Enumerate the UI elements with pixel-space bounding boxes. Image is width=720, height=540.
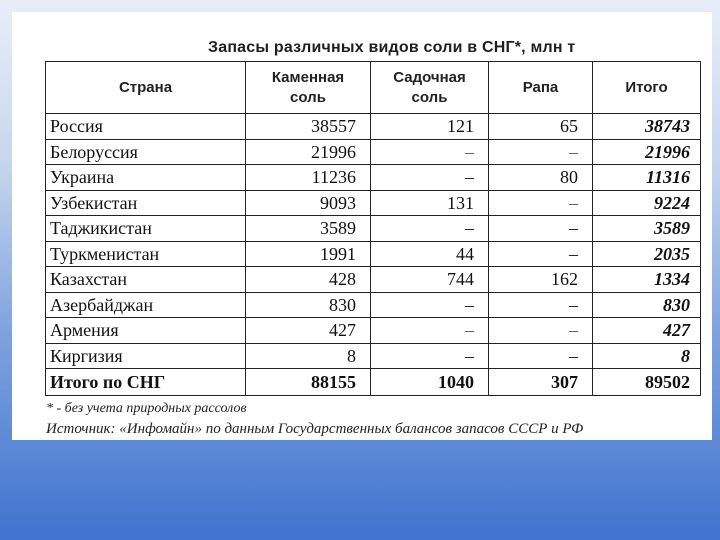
summary-lake: 1040: [371, 369, 489, 396]
header-row: [46, 62, 701, 114]
summary-row: [46, 369, 701, 396]
cell-lake: –: [371, 165, 489, 191]
header-rock-line2: соль: [290, 88, 326, 106]
cell-country: Казахстан: [46, 267, 246, 293]
table-title: Запасы различных видов соли в СНГ*, млн т: [208, 39, 576, 56]
cell-rock: 11236: [246, 165, 371, 191]
slide-panel: [12, 12, 712, 440]
table-row: [46, 216, 701, 242]
cell-total: 3589: [593, 216, 701, 242]
cell-lake: 44: [371, 241, 489, 267]
table-row: [46, 241, 701, 267]
cell-brine: –: [489, 343, 593, 369]
cell-lake: –: [371, 318, 489, 344]
cell-brine: –: [489, 292, 593, 318]
cell-lake: –: [371, 216, 489, 242]
cell-country: Россия: [46, 114, 246, 140]
table-row: [46, 139, 701, 165]
table-row: [46, 114, 701, 140]
cell-rock: 38557: [246, 114, 371, 140]
cell-lake: 131: [371, 190, 489, 216]
header-rock-line1: Каменная: [271, 68, 345, 86]
cell-total: 1334: [593, 267, 701, 293]
header-lake-line1: Садочная: [393, 68, 466, 86]
cell-total: 11316: [593, 165, 701, 191]
cell-total: 427: [593, 318, 701, 344]
cell-lake: –: [371, 343, 489, 369]
source-note: Источник: «Инфомайн» по данным Государственных балансов запасов СССР и РФ: [46, 421, 584, 437]
header-rock-salt: [246, 62, 371, 114]
summary-rock: 88155: [246, 369, 371, 396]
table-row: [46, 165, 701, 191]
cell-country: Украина: [46, 165, 246, 191]
salt-reserves-table: [45, 61, 701, 396]
cell-total: 9224: [593, 190, 701, 216]
header-brine: Рапа: [489, 62, 593, 114]
cell-lake: 121: [371, 114, 489, 140]
summary-label: Итого по СНГ: [46, 369, 246, 396]
cell-country: Туркменистан: [46, 241, 246, 267]
summary-brine: 307: [489, 369, 593, 396]
cell-country: Азербайджан: [46, 292, 246, 318]
cell-rock: 427: [246, 318, 371, 344]
cell-rock: 830: [246, 292, 371, 318]
cell-rock: 3589: [246, 216, 371, 242]
cell-country: Узбекистан: [46, 190, 246, 216]
table-row: [46, 343, 701, 369]
cell-lake: –: [371, 139, 489, 165]
cell-lake: –: [371, 292, 489, 318]
cell-brine: 65: [489, 114, 593, 140]
cell-rock: 9093: [246, 190, 371, 216]
summary-total: 89502: [593, 369, 701, 396]
cell-total: 21996: [593, 139, 701, 165]
cell-total: 38743: [593, 114, 701, 140]
table-row: [46, 190, 701, 216]
cell-total: 8: [593, 343, 701, 369]
table-row: [46, 267, 701, 293]
header-lake-line2: соль: [411, 88, 448, 106]
table-row: [46, 318, 701, 344]
cell-country: Армения: [46, 318, 246, 344]
cell-brine: –: [489, 190, 593, 216]
cell-country: Таджикистан: [46, 216, 246, 242]
cell-brine: 80: [489, 165, 593, 191]
cell-lake: 744: [371, 267, 489, 293]
cell-brine: 162: [489, 267, 593, 293]
header-lake-salt: [371, 62, 489, 114]
cell-brine: –: [489, 318, 593, 344]
cell-rock: 8: [246, 343, 371, 369]
cell-total: 2035: [593, 241, 701, 267]
footnote: * - без учета природных рассолов: [46, 401, 247, 416]
cell-country: Белоруссия: [46, 139, 246, 165]
cell-rock: 1991: [246, 241, 371, 267]
cell-total: 830: [593, 292, 701, 318]
table-row: [46, 292, 701, 318]
cell-brine: –: [489, 241, 593, 267]
cell-rock: 21996: [246, 139, 371, 165]
header-total: Итого: [593, 62, 701, 114]
header-country: Страна: [46, 62, 246, 114]
cell-brine: –: [489, 216, 593, 242]
cell-country: Киргизия: [46, 343, 246, 369]
cell-brine: –: [489, 139, 593, 165]
cell-rock: 428: [246, 267, 371, 293]
